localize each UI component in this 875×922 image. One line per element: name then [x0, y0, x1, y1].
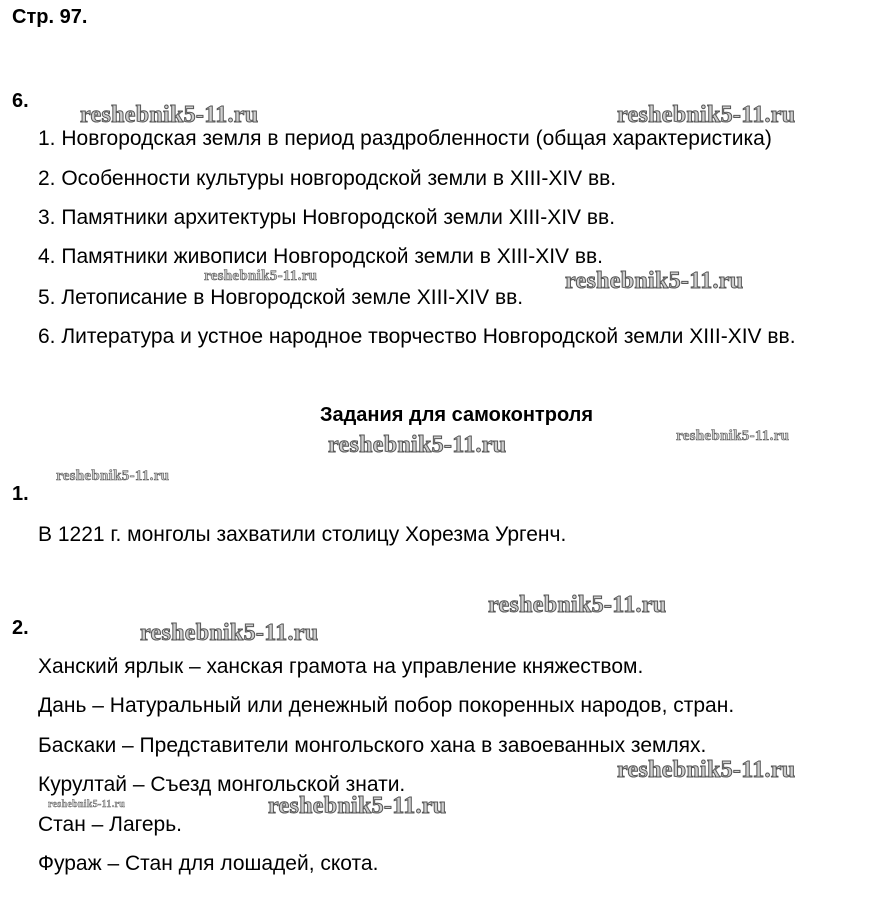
list-item: 4. Памятники живописи Новгородской земли в XIII-XIV вв.	[38, 245, 604, 268]
watermark: reshebnik5-11.ru	[80, 102, 259, 128]
watermark: reshebnik5-11.ru	[48, 799, 126, 810]
list-item: 2. Особенности культуры новгородской земли в XIII-XIV вв.	[38, 167, 617, 190]
list-item: 3. Памятники архитектуры Новгородской земли XIII-XIV вв.	[38, 206, 616, 229]
task-2-number: 2.	[12, 617, 29, 639]
watermark: reshebnik5-11.ru	[488, 592, 667, 618]
watermark: reshebnik5-11.ru	[268, 793, 447, 819]
term-definition: Дань – Натуральный или денежный побор покоренных народов, стран.	[38, 694, 735, 717]
watermark: reshebnik5-11.ru	[140, 620, 319, 646]
term-definition: Курултай – Съезд монгольской знати.	[38, 773, 406, 796]
watermark: reshebnik5-11.ru	[617, 102, 796, 128]
term-definition: Стан – Лагерь.	[38, 813, 182, 836]
task-1-answer: В 1221 г. монголы захватили столицу Хорезма Ургенч.	[38, 523, 567, 546]
watermark: reshebnik5-11.ru	[56, 468, 170, 484]
task-1-number: 1.	[12, 483, 29, 505]
term-definition: Баскаки – Представители монгольского хана в завоеванных землях.	[38, 734, 707, 757]
watermark: reshebnik5-11.ru	[204, 268, 318, 284]
watermark: reshebnik5-11.ru	[676, 428, 790, 444]
watermark: reshebnik5-11.ru	[617, 757, 796, 783]
list-item: 1. Новгородская земля в период раздробленности (общая характеристика)	[38, 127, 772, 150]
watermark: reshebnik5-11.ru	[565, 268, 744, 294]
page-reference: Стр. 97.	[12, 6, 88, 28]
watermark: reshebnik5-11.ru	[328, 432, 507, 458]
task-6-number: 6.	[12, 90, 29, 112]
list-item: 6. Литература и устное народное творчество Новгородской земли XIII-XIV вв.	[38, 325, 796, 348]
section-heading: Задания для самоконтроля	[319, 404, 594, 426]
term-definition: Фураж – Стан для лошадей, скота.	[38, 852, 379, 875]
term-definition: Ханский ярлык – ханская грамота на управление княжеством.	[38, 655, 644, 678]
list-item: 5. Летописание в Новгородской земле XIII-XIV вв.	[38, 286, 524, 309]
